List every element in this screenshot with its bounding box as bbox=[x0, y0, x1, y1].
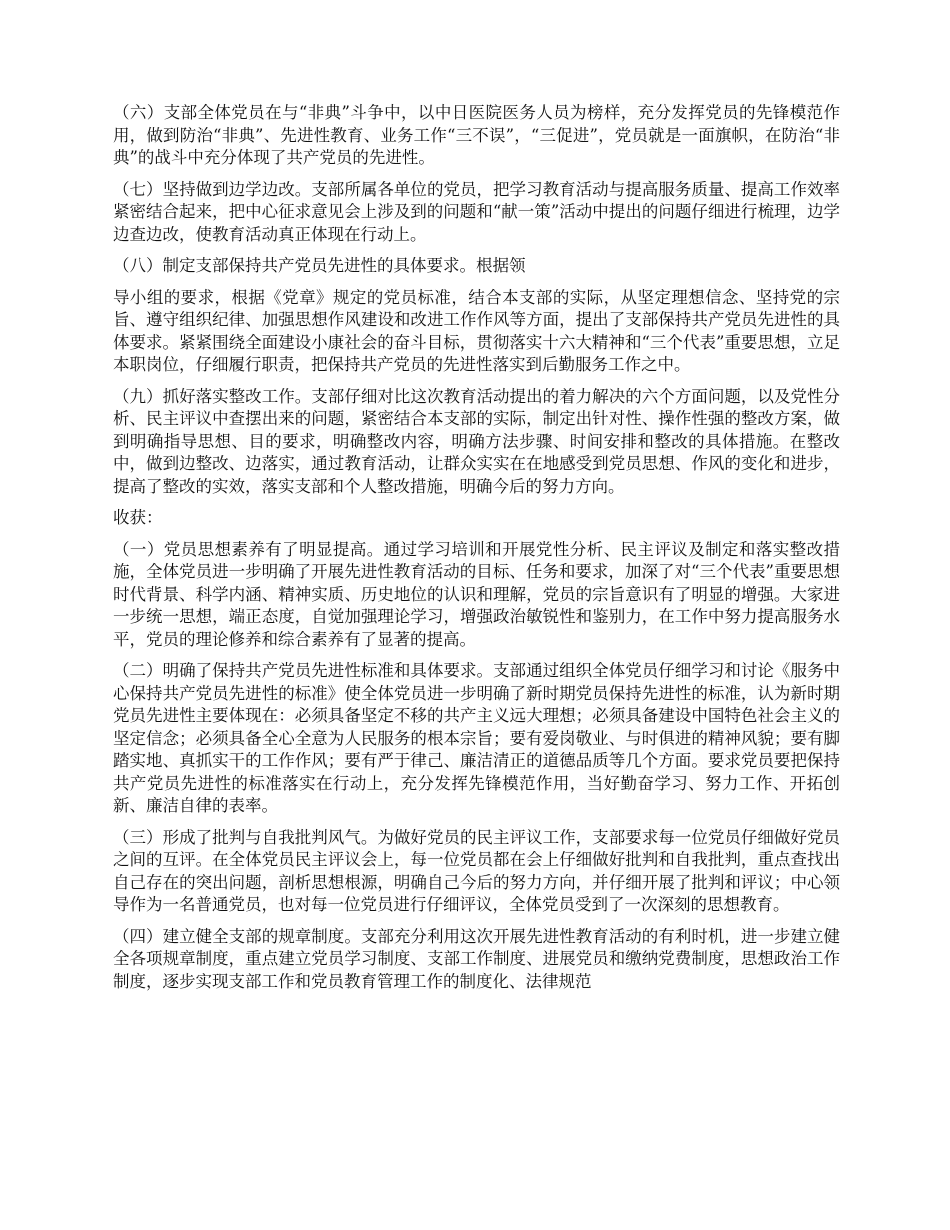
paragraph-nine: （九）抓好落实整改工作。支部仔细对比这次教育活动提出的着力解决的六个方面问题，以及党性分析、民主评议中查摆出来的问题，紧密结合本支部的实际，制定出针对性、操作性强的整改方案，做到明确指导思想、目的要求，明确整改内容，明确方法步骤、时间安排和整改的具体措施。在整改中，做到边整改、边落实，通过教育活动，让群众实实在在地感受到党员思想、作风的变化和进步，提高了整改的实效，落实支部和个人整改措施，明确今后的努力方向。 bbox=[113, 386, 840, 496]
harvest-item-four: （四）建立健全支部的规章制度。支部充分利用这次开展先进性教育活动的有利时机，进一步建立健全各项规章制度，重点建立党员学习制度、支部工作制度、进展党员和缴纳党费制度，思想政治工作制度，逐步实现支部工作和党员教育管理工作的制度化、法律规范 bbox=[113, 926, 840, 991]
paragraph-eight-start: （八）制定支部保持共产党员先进性的具体要求。根据领 bbox=[113, 256, 526, 275]
paragraph-eight-continued: 导小组的要求，根据《党章》规定的党员标准，结合本支部的实际，从坚定理想信念、坚持党的宗旨、遵守组织纪律、加强思想作风建设和改进工作作风等方面，提出了支部保持共产党员先进性的具体要求。紧紧围绕全面建设小康社会的奋斗目标，贯彻落实十六大精神和“三个代表”重要思想，立足本职岗位，仔细履行职责，把保持共产党员的先进性落实到后勤服务工作之中。 bbox=[113, 287, 840, 374]
harvest-item-two: （二）明确了保持共产党员先进性标准和具体要求。支部通过组织全体党员仔细学习和讨论《服务中心保持共产党员先进性的标准》使全体党员进一步明确了新时期党员保持先进性的标准，认为新时期党员先进性主要体现在：必须具备坚定不移的共产主义远大理想；必须具备建设中国特色社会主义的坚定信念；必须具备全心全意为人民服务的根本宗旨；要有爱岗敬业、与时俱进的精神风貌；要有脚踏实地、真抓实干的工作作风；要有严于律己、廉洁清正的道德品质等几个方面。要求党员要把保持共产党员先进性的标准落实在行动上，充分发挥先锋模范作用，当好勤奋学习、努力工作、开拓创新、廉洁自律的表率。 bbox=[113, 661, 840, 815]
harvest-item-three: （三）形成了批判与自我批判风气。为做好党员的民主评议工作，支部要求每一位党员仔细做好党员之间的互评。在全体党员民主评议会上，每一位党员都在会上仔细做好批判和自我批判，重点查找出自己存在的突出问题，剖析思想根源，明确自己今后的努力方向，并仔细开展了批判和评议；中心领导作为一名普通党员，也对每一位党员进行仔细评议，全体党员受到了一次深刻的思想教育。 bbox=[113, 827, 840, 914]
paragraph-seven: （七）坚持做到边学边改。支部所属各单位的党员，把学习教育活动与提高服务质量、提高工作效率紧密结合起来，把中心征求意见会上涉及到的问题和“献一策”活动中提出的问题仔细进行梳理，边学边查边改，使教育活动真正体现在行动上。 bbox=[113, 179, 840, 244]
paragraph-six: （六）支部全体党员在与“非典”斗争中，以中日医院医务人员为榜样，充分发挥党员的先锋模范作用，做到防治“非典”、先进性教育、业务工作“三不误”，“三促进”，党员就是一面旗帜，在防治“非典”的战斗中充分体现了共产党员的先进性。 bbox=[113, 103, 840, 167]
harvest-heading: 收获： bbox=[113, 508, 163, 527]
harvest-item-one: （一）党员思想素养有了明显提高。通过学习培训和开展党性分析、民主评议及制定和落实整改措施，全体党员进一步明确了开展先进性教育活动的目标、任务和要求，加深了对“三个代表”重要思想时代背景、科学内涵、精神实质、历史地位的认识和理解，党员的宗旨意识有了明显的增强。大家进一步统一思想，端正态度，自觉加强理论学习，增强政治敏锐性和鉴别力，在工作中努力提高服务水平，党员的理论修养和综合素养有了显著的提高。 bbox=[113, 539, 840, 649]
document-body bbox=[113, 102, 840, 1002]
